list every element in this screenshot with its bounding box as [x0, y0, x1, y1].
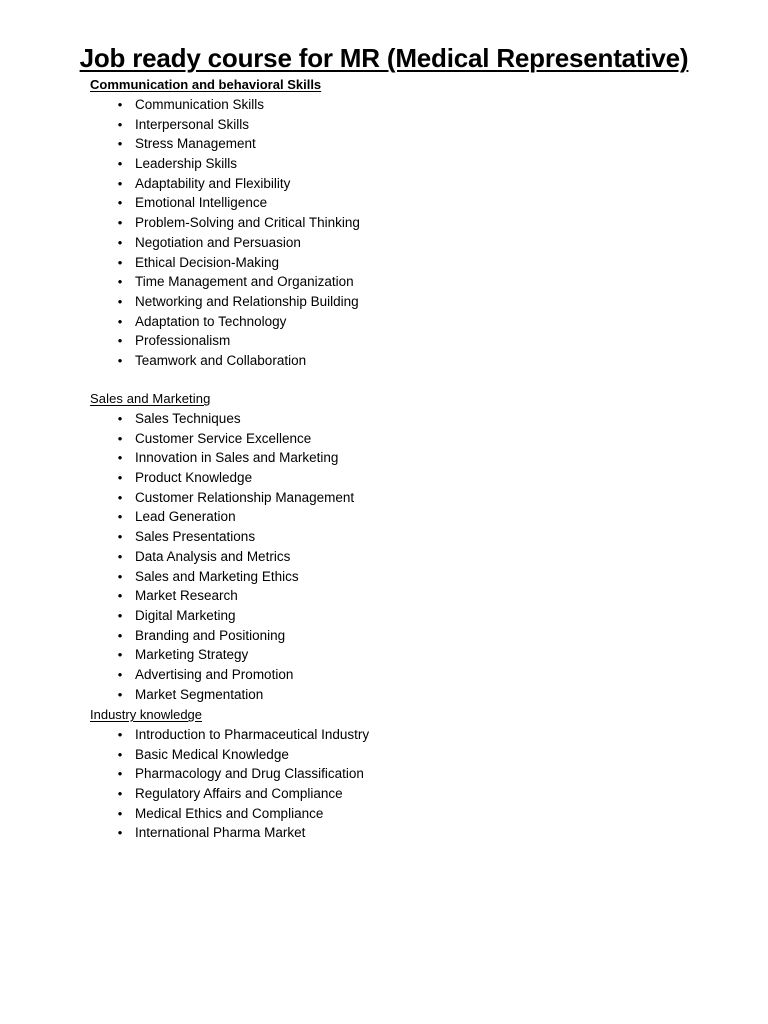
section-heading: Communication and behavioral Skills: [90, 77, 322, 92]
bullet-icon: •: [117, 411, 123, 426]
list-item-text: Innovation in Sales and Marketing: [135, 450, 339, 466]
bullet-icon: •: [117, 607, 123, 623]
bullet-icon: •: [117, 195, 123, 211]
list-item-text: Networking and Relationship Building: [135, 293, 359, 309]
section-heading: Sales and Marketing: [90, 391, 211, 406]
bullet-icon: •: [117, 666, 123, 682]
bullet-icon: •: [117, 627, 123, 643]
list-item: [90, 272, 730, 292]
list-item: [90, 468, 730, 488]
list-item: [90, 626, 730, 646]
bullet-icon: •: [117, 470, 123, 486]
bullet-icon: •: [117, 430, 123, 446]
list-item-text: Adaptability and Flexibility: [135, 175, 291, 191]
bullet-icon: •: [117, 333, 123, 349]
list-item-text: Market Research: [135, 588, 238, 604]
list-item: [90, 193, 730, 213]
bullet-icon: •: [117, 647, 123, 663]
bullet-icon: •: [117, 175, 123, 191]
bullet-icon: •: [117, 215, 123, 231]
section-industry-knowledge: [90, 705, 730, 843]
list-item-text: International Pharma Market: [135, 825, 306, 841]
list-item-text: Problem-Solving and Critical Thinking: [135, 215, 360, 231]
list-item: [90, 134, 730, 154]
bullet-icon: •: [117, 786, 123, 802]
list-item-text: Market Segmentation: [135, 686, 264, 702]
list-item: [90, 685, 730, 705]
list-item-text: Regulatory Affairs and Compliance: [135, 786, 343, 802]
bullet-icon: •: [117, 234, 123, 250]
bullet-icon: •: [117, 254, 123, 270]
bullet-icon: •: [117, 116, 123, 132]
list-item: [90, 567, 730, 587]
bullet-icon: •: [117, 548, 123, 564]
section-sales-and-marketing: [90, 389, 730, 704]
list-item-text: Introduction to Pharmaceutical Industry: [135, 727, 370, 742]
list-item: [90, 745, 730, 765]
list-item: [90, 665, 730, 685]
list-item-text: Marketing Strategy: [135, 647, 249, 663]
list-item: [90, 312, 730, 332]
list-item: [90, 547, 730, 567]
bullet-icon: •: [117, 588, 123, 604]
list-item-text: Sales and Marketing Ethics: [135, 568, 299, 584]
bullet-icon: •: [117, 746, 123, 762]
bullet-icon: •: [117, 293, 123, 309]
bullet-list: [90, 725, 730, 843]
bullet-icon: •: [117, 686, 123, 702]
list-item: [90, 253, 730, 273]
document-title: Job ready course for MR (Medical Representative): [79, 43, 689, 73]
list-item-text: Leadership Skills: [135, 156, 238, 172]
list-item-text: Customer Service Excellence: [135, 430, 312, 446]
list-item: [90, 488, 730, 508]
section-heading: Industry knowledge: [90, 707, 203, 722]
list-item-text: Branding and Positioning: [135, 627, 286, 643]
list-item: [90, 115, 730, 135]
list-item: [90, 95, 730, 115]
list-item: [90, 429, 730, 449]
list-item: [90, 154, 730, 174]
list-item: [90, 507, 730, 527]
list-item: [90, 527, 730, 547]
list-item-text: Data Analysis and Metrics: [135, 548, 291, 564]
list-item: [90, 331, 730, 351]
list-item: [90, 213, 730, 233]
list-item-text: Teamwork and Collaboration: [135, 352, 307, 368]
list-item: [90, 448, 730, 468]
list-item: [90, 645, 730, 665]
list-item-text: Professionalism: [135, 333, 231, 349]
list-item-text: Adaptation to Technology: [135, 313, 287, 329]
bullet-list: [90, 409, 730, 704]
list-item-text: Medical Ethics and Compliance: [135, 805, 324, 821]
bullet-icon: •: [117, 529, 123, 545]
bullet-icon: •: [117, 352, 123, 368]
list-item-text: Sales Techniques: [135, 411, 241, 426]
list-item-text: Negotiation and Persuasion: [135, 234, 301, 250]
list-item: [90, 725, 730, 745]
list-item-text: Ethical Decision-Making: [135, 254, 280, 270]
list-item-text: Digital Marketing: [135, 607, 236, 623]
list-item: [90, 586, 730, 606]
list-item: [90, 409, 730, 429]
list-item-text: Time Management and Organization: [135, 274, 354, 290]
bullet-icon: •: [117, 805, 123, 821]
list-item-text: Product Knowledge: [135, 470, 253, 486]
list-item: [90, 804, 730, 824]
bullet-icon: •: [117, 825, 123, 841]
bullet-icon: •: [117, 450, 123, 466]
list-item-text: Basic Medical Knowledge: [135, 746, 289, 762]
bullet-icon: •: [117, 766, 123, 782]
list-item: [90, 292, 730, 312]
bullet-icon: •: [117, 156, 123, 172]
list-item: [90, 174, 730, 194]
bullet-icon: •: [117, 489, 123, 505]
bullet-icon: •: [117, 727, 123, 742]
list-item: [90, 784, 730, 804]
section-communication-behavioral-skills: [90, 75, 730, 371]
bullet-list: [90, 95, 730, 371]
list-item: [90, 606, 730, 626]
list-item-text: Emotional Intelligence: [135, 195, 268, 211]
list-item-text: Pharmacology and Drug Classification: [135, 766, 364, 782]
list-item-text: Customer Relationship Management: [135, 489, 355, 505]
bullet-icon: •: [117, 97, 123, 112]
list-item: [90, 351, 730, 371]
list-item-text: Stress Management: [135, 136, 256, 152]
bullet-icon: •: [117, 274, 123, 290]
bullet-icon: •: [117, 509, 123, 525]
list-item: [90, 233, 730, 253]
list-item-text: Advertising and Promotion: [135, 666, 294, 682]
bullet-icon: •: [117, 568, 123, 584]
list-item: [90, 823, 730, 843]
list-item-text: Lead Generation: [135, 509, 236, 525]
bullet-icon: •: [117, 313, 123, 329]
list-item-text: Interpersonal Skills: [135, 116, 250, 132]
list-item-text: Communication Skills: [135, 97, 265, 112]
bullet-icon: •: [117, 136, 123, 152]
list-item-text: Sales Presentations: [135, 529, 256, 545]
list-item: [90, 764, 730, 784]
